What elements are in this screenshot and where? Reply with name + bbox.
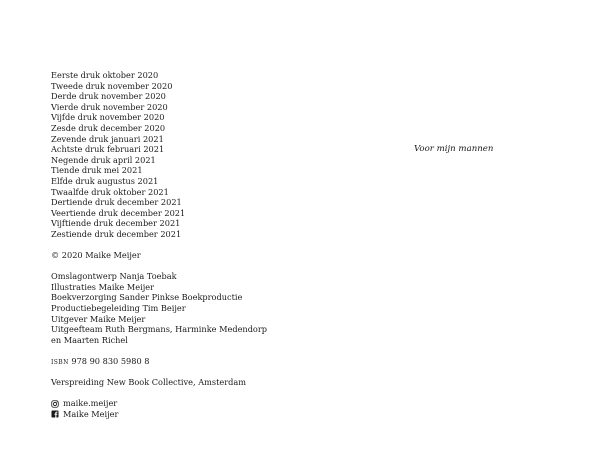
- spacer: [51, 345, 311, 356]
- credit-line: Uitgeefteam Ruth Bergmans, Harminke Medendorp: [51, 324, 268, 335]
- instagram-icon: [51, 400, 59, 408]
- instagram-handle: maike.meijer: [63, 398, 118, 409]
- edition-line: Veertiende druk december 2021: [51, 207, 186, 218]
- credit-line: en Maarten Richel: [51, 334, 128, 345]
- edition-line: Vijfde druk november 2020: [51, 112, 165, 123]
- edition-line: Tiende druk mei 2021: [51, 165, 143, 176]
- isbn-label: isbn: [51, 356, 69, 367]
- edition-line: Eerste druk oktober 2020: [51, 70, 159, 80]
- edition-line: Achtste druk februari 2021: [51, 144, 165, 155]
- edition-line: Negende druk april 2021: [51, 154, 156, 165]
- edition-line: Zevende druk januari 2021: [51, 133, 164, 144]
- facebook-icon: [51, 410, 59, 418]
- spacer: [51, 261, 311, 272]
- edition-line: Elfde druk augustus 2021: [51, 175, 159, 186]
- edition-line: Dertiende druk december 2021: [51, 197, 182, 208]
- edition-line: Tweede druk november 2020: [51, 80, 173, 91]
- credits-block: [51, 271, 311, 345]
- credit-line: Uitgever Maike Meijer: [51, 313, 146, 324]
- spacer: [51, 388, 311, 399]
- isbn-number: 978 90 830 5980 8: [71, 356, 150, 367]
- edition-line: Vierde druk november 2020: [51, 101, 168, 112]
- edition-line: Twaalfde druk oktober 2021: [51, 186, 169, 197]
- edition-line: Zesde druk december 2020: [51, 122, 166, 133]
- edition-line: Derde druk november 2020: [51, 91, 166, 102]
- dedication: Voor mijn mannen: [414, 144, 494, 154]
- credit-line: Illustraties Maike Meijer: [51, 281, 155, 292]
- copyright-notice: © 2020 Maike Meijer: [51, 250, 141, 261]
- edition-line: Zestiende druk december 2021: [51, 228, 182, 239]
- edition-history: [51, 70, 311, 240]
- instagram-link[interactable]: [51, 398, 311, 409]
- colophon-page: [51, 70, 311, 420]
- distribution-line: Verspreiding New Book Collective, Amsterdam: [51, 377, 247, 388]
- facebook-link[interactable]: [51, 409, 311, 420]
- credit-line: Boekverzorging Sander Pinkse Boekproductie: [51, 292, 243, 303]
- edition-line: Vijftiende druk december 2021: [51, 218, 181, 229]
- isbn-line: [51, 356, 311, 367]
- facebook-handle: Maike Meijer: [63, 409, 119, 419]
- credit-line: Productiebegeleiding Tim Beijer: [51, 303, 186, 314]
- spacer: [51, 240, 311, 251]
- credit-line: Omslagontwerp Nanja Toebak: [51, 271, 177, 282]
- spacer: [51, 367, 311, 378]
